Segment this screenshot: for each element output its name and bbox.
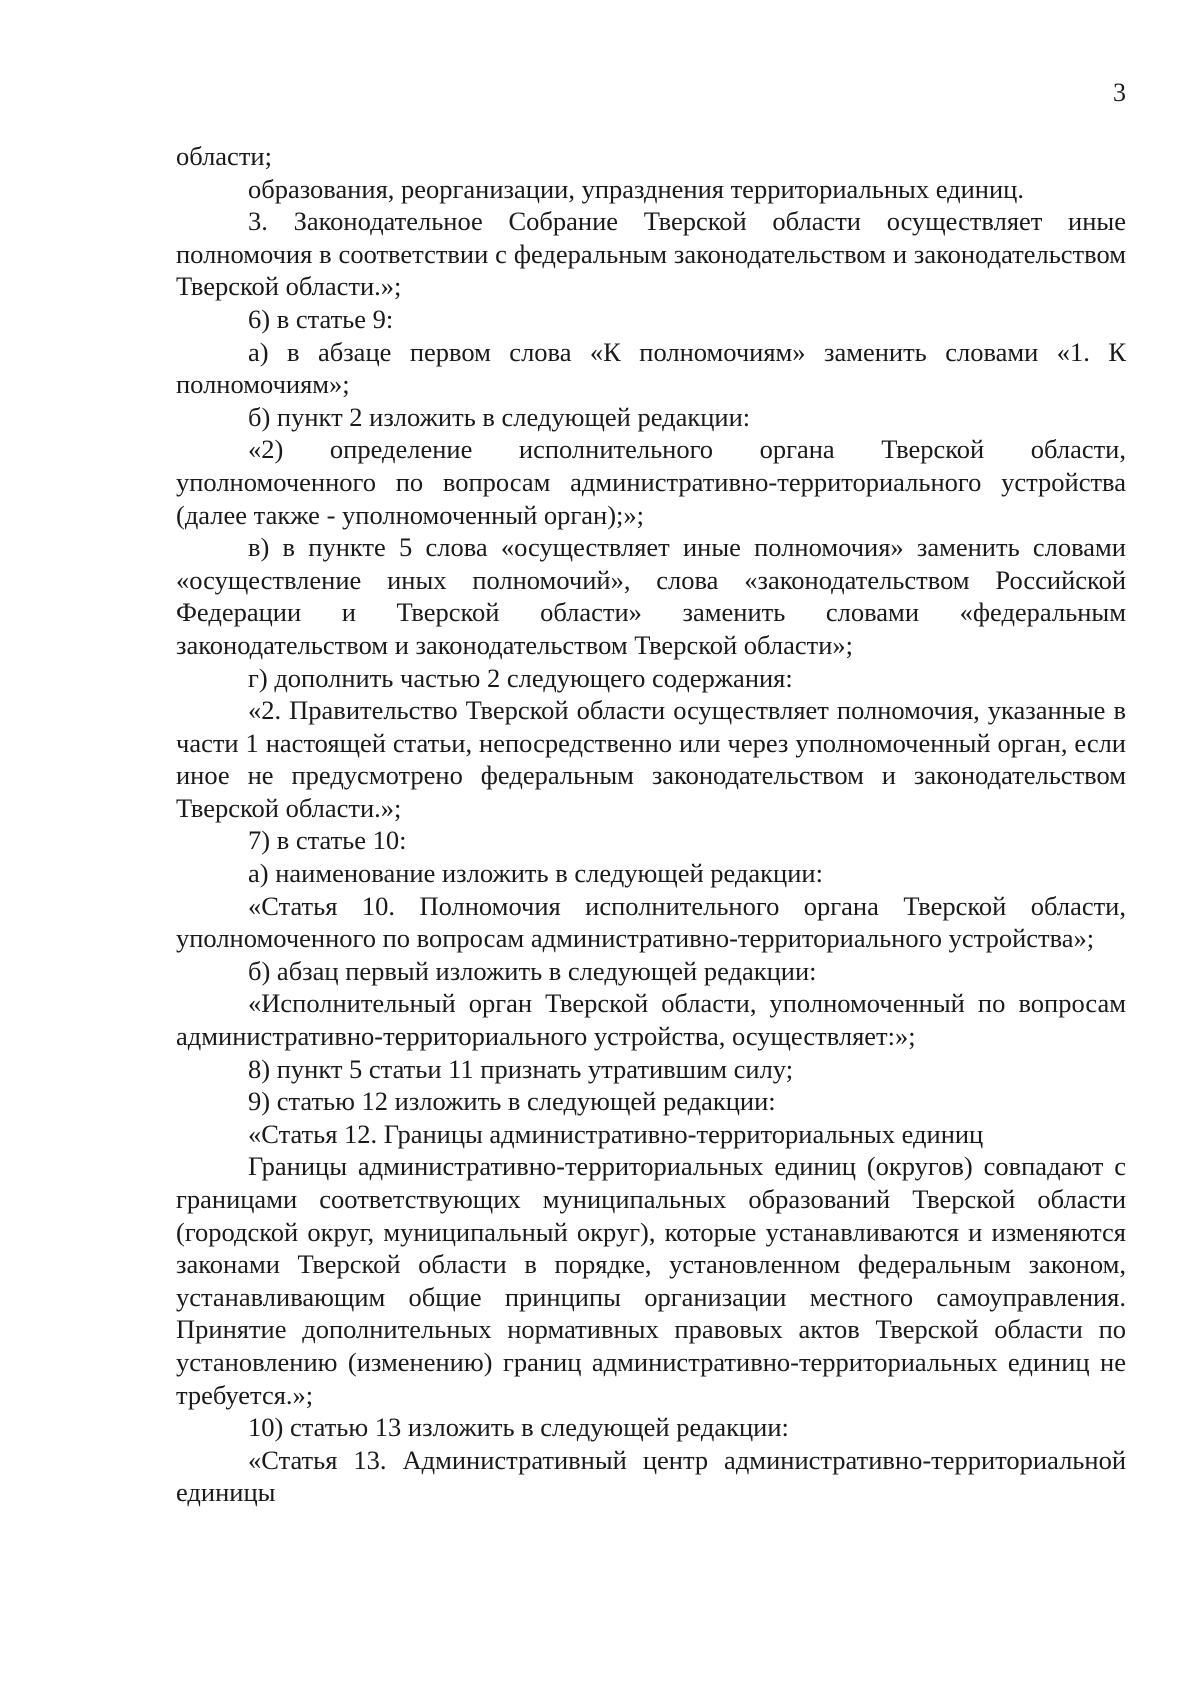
paragraph: г) дополнить частью 2 следующего содержания: bbox=[248, 662, 793, 693]
paragraph: а) наименование изложить в следующей редакции: bbox=[248, 858, 823, 889]
paragraph: «2) определение исполнительного органа Тверской области, уполномоченного по вопросам административно-территориального устройства (далее также - уполномоченный орган);»; bbox=[176, 434, 1126, 530]
paragraph: «Статья 10. Полномочия исполнительного органа Тверской области, уполномоченного по вопросам административно-территориального устройства»; bbox=[176, 890, 1126, 954]
paragraph: а) в абзаце первом слова «К полномочиям» заменить словами «1. К полномочиям»; bbox=[176, 336, 1126, 400]
paragraph: «Статья 12. Границы административно-территориальных единиц bbox=[248, 1118, 984, 1149]
paragraph: 9) статью 12 изложить в следующей редакции: bbox=[248, 1086, 776, 1117]
paragraph: Границы административно-территориальных единиц (округов) совпадают с границами соответствующих муниципальных образований Тверской области (городской округ, муниципальный округ), которые устанавливаются и изменяются законами Тверской области в порядке, установленном федеральным законом, устанавливающим общие принципы организации местного самоуправления. Принятие дополнительных нормативных правовых актов Тверской области по установлению (изменению) границ административно-территориальных единиц не требуется.»; bbox=[176, 1151, 1126, 1410]
document-body bbox=[176, 140, 1126, 1509]
page-number: 3 bbox=[1113, 78, 1126, 107]
paragraph: «Статья 13. Административный центр административно-территориальной единицы bbox=[176, 1444, 1126, 1508]
paragraph: 7) в статье 10: bbox=[248, 825, 407, 856]
paragraph: б) пункт 2 изложить в следующей редакции: bbox=[248, 401, 751, 432]
paragraph: образования, реорганизации, упразднения территориальных единиц. bbox=[248, 173, 1024, 204]
paragraph: б) абзац первый изложить в следующей редакции: bbox=[248, 955, 817, 986]
paragraph: «Исполнительный орган Тверской области, уполномоченный по вопросам административно-территориального устройства, осуществляет:»; bbox=[176, 988, 1126, 1052]
paragraph: области; bbox=[176, 141, 272, 171]
paragraph: 10) статью 13 изложить в следующей редакции: bbox=[248, 1412, 789, 1443]
paragraph: в) в пункте 5 слова «осуществляет иные полномочия» заменить словами «осуществление иных полномочий», слова «законодательством Российской Федерации и Тверской области» заменить словами «федеральным законодательством и законодательством Тверской области»; bbox=[176, 532, 1126, 660]
paragraph: «2. Правительство Тверской области осуществляет полномочия, указанные в части 1 настоящей статьи, непосредственно или через уполномоченный орган, если иное не предусмотрено федеральным законодательством и законодательством Тверской области.»; bbox=[176, 695, 1126, 823]
paragraph: 8) пункт 5 статьи 11 признать утратившим силу; bbox=[248, 1053, 794, 1084]
paragraph: 6) в статье 9: bbox=[248, 303, 394, 334]
paragraph: 3. Законодательное Собрание Тверской области осуществляет иные полномочия в соответствии с федеральным законодательством и законодательством Тверской области.»; bbox=[176, 206, 1126, 302]
